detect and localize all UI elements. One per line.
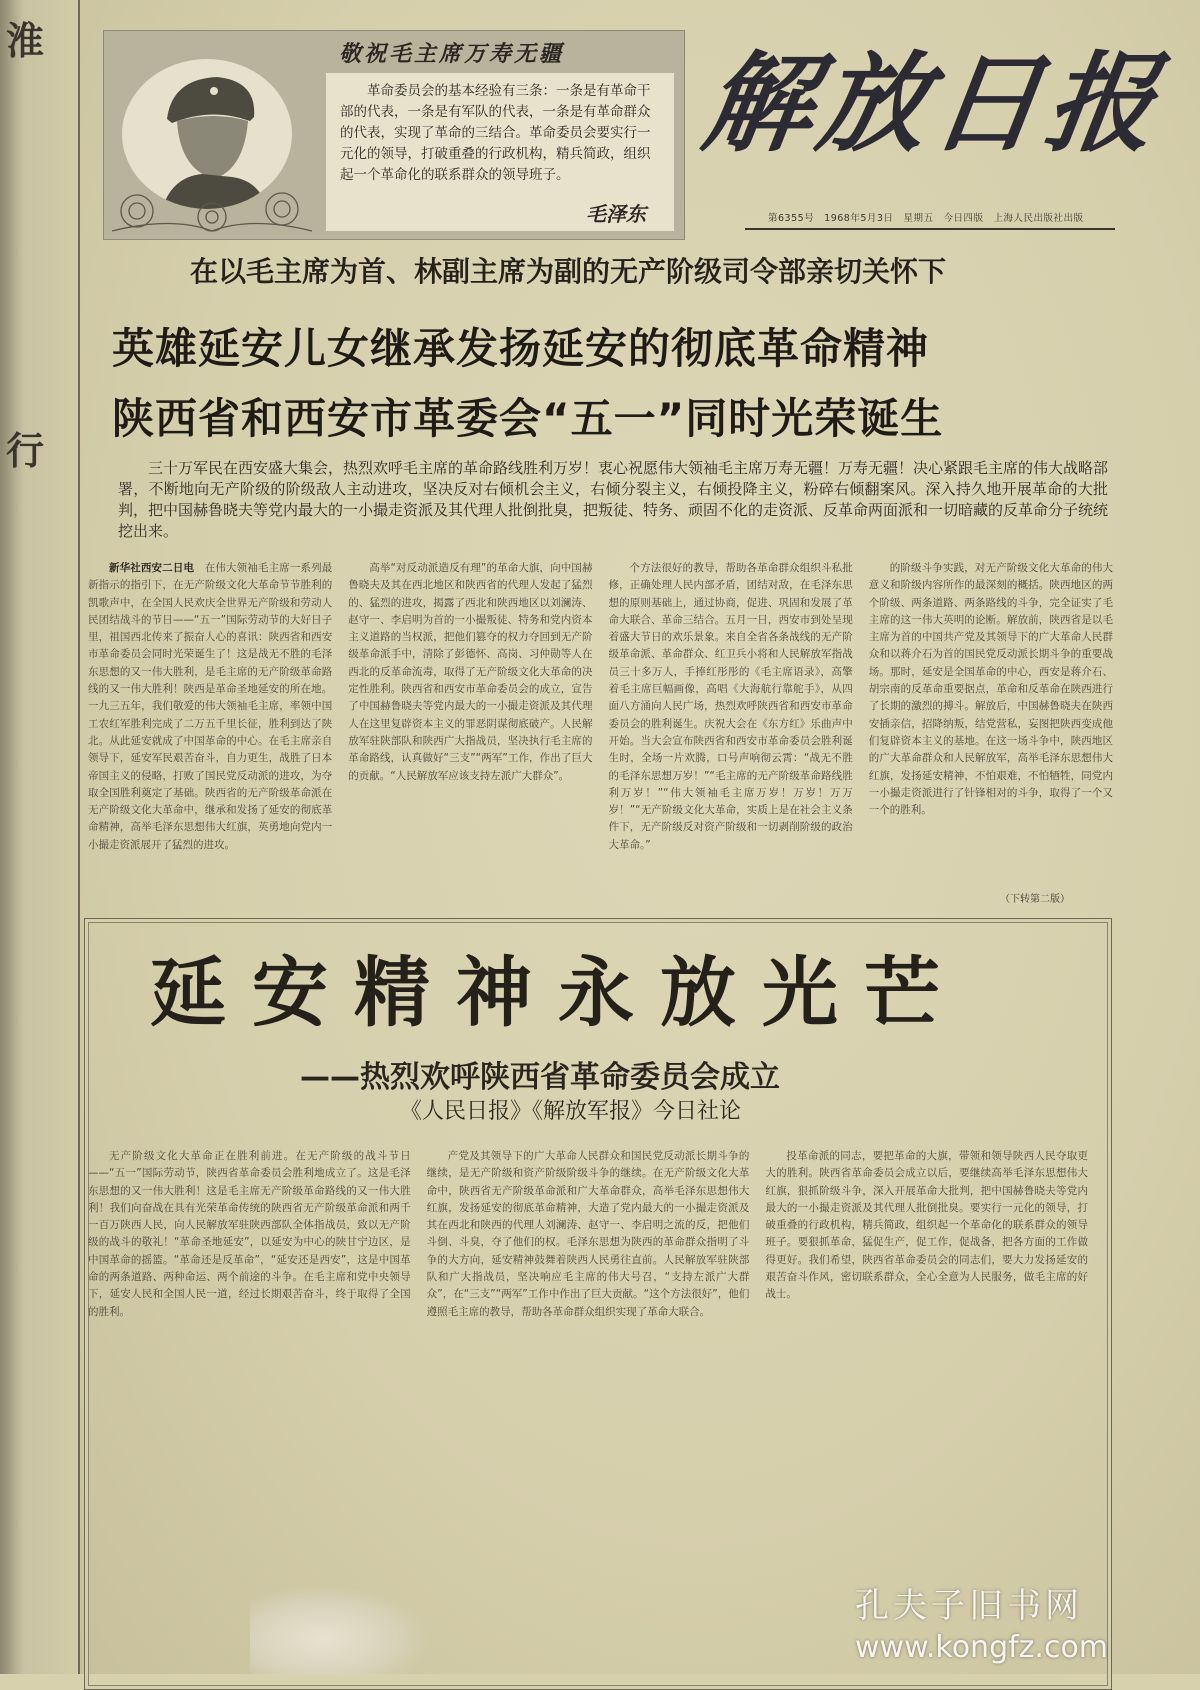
headline-kicker: 在以毛主席为首、林副主席为副的无产阶级司令部亲切关怀下 [190, 255, 947, 288]
lede-paragraph: 三十万军民在西安盛大集会，热烈欢呼毛主席的革命路线胜利万岁！衷心祝愿伟大领袖毛主席万寿无疆！万寿无疆！决心紧跟毛主席的伟大战略部署，不断地向无产阶级的阶级敌人主动进攻，坚决反对右倾机会主义，右倾分裂主义，右倾投降主义，粉碎右倾翻案风。深入持久地开展革命的大批判，把中国赫鲁晓夫等党内最大的一小撮走资派及其代理人批倒批臭，把叛徒、特务、顽固不化的走资派、反革命两面派和一切暗藏的反革命分子统统挖出来。 [118, 459, 1109, 540]
main-headline: 英雄延安儿女继承发扬延安的彻底革命精神 [112, 324, 930, 373]
paper-tear [250, 1585, 430, 1675]
edge-character: 淮 [6, 18, 45, 63]
adjacent-page-edge [0, 0, 80, 1674]
watermark-name: 孔夫子旧书网 [855, 1586, 1083, 1626]
quote-text: 革命委员会的基本经验有三条：一条是有革命干部的代表，一条是有军队的代表，一条是有革命群众的代表，实现了革命的三结合。革命委员会要实行一元化的领导，打破重叠的行政机构，精兵简政，组织起一个革命化的联系群众的领导班子。 [340, 83, 651, 183]
top-story-columns [88, 560, 1113, 888]
masthead-rule [745, 228, 1115, 230]
issue-dateline: 第6355号 1968年5月3日 星期五 今日四版 上海人民出版社出版 [768, 213, 1084, 224]
column-text: 投革命派的同志，要把革命的大旗，带领和领导陕西人民夺取更大的胜利。陕西省革命委员会成立以后，要继续高举毛泽东思想伟大红旗，狠抓阶级斗争，深入开展革命大批判，把中国赫鲁晓夫等党内最大的一小撮走资派及其代理人批倒批臭。要实行一元化的领导，打破重叠的行政机构，精兵简政，组织起一个革命化的联系群众的领导班子。要狠抓革命，猛促生产，促工作，促战备，把各方面的工作做得更好。我们希望，陕西省革命委员会的同志们，要大力发扬延安的艰苦奋斗作风，密切联系群众，全心全意为人民服务，做毛主席的好战士。 [765, 1150, 1089, 1301]
article-column [869, 560, 1113, 888]
column-text: 个方法很好的教导，帮助各革命群众组织斗私批修，正确处理人民内部矛盾，团结对敌，在毛泽东思想的原则基础上，通过协商，促进、巩固和发展了革命大联合、革命三结合。五月一日，西安市到处呈现着盛大节日的欢乐景象。来自全省各条战线的无产阶级革命派、革命群众、红卫兵小将和人民解放军指战员三十多万人，手捧红彤彤的《毛主席语录》，高擎着毛主席巨幅画像，高唱《大海航行靠舵手》，从四面八方涌向人民广场，热烈欢呼陕西省和西安市革命委员会的胜利诞生。庆祝大会在《东方红》乐曲声中开始。当大会宣布陕西省和西安市革命委员会胜利诞生时，全场一片欢腾，口号声响彻云霄：“战无不胜的毛泽东思想万岁！”“毛主席的无产阶级革命路线胜利万岁！”“伟大领袖毛主席万岁！万岁！万万岁！”“无产阶级文化大革命，实质上是在社会主义条件下，无产阶级反对资产阶级和一切剥削阶级的政治大革命。” [608, 562, 853, 851]
column-text: 无产阶级文化大革命正在胜利前进。在无产阶级的战斗节日——“五一”国际劳动节，陕西省革命委员会胜利地成立了。这是毛泽东思想的又一伟大胜利！这是毛主席无产阶级革命路线的又一伟大胜利！我们向奋战在具有光荣革命传统的陕西省无产阶级革命派和两千一百万陕西人民，向人民解放军驻陕西部队全体指战员，致以无产阶级的战斗的敬礼！“革命圣地延安”，以延安为中心的陕甘宁边区，是中国革命的摇篮。“革命还是反革命”，“延安还是西安”，这是中国革命的两条道路、两种命运、两个前途的斗争。在毛主席和党中央领导下，延安人民和全国人民一道，经过长期艰苦奋斗，终于取得了全国的胜利。 [88, 1150, 411, 1318]
column-text: 的阶级斗争实践，对无产阶级文化大革命的伟大意义和阶级内容所作的最深刻的概括。陕西地区的两个阶级、两条道路、两条路线的斗争，完全证实了毛主席的这一伟大英明的论断。解放前，陕西省是以毛主席为首的中国共产党及其领导下的广大革命人民群众和以蒋介石为首的国民党反动派长期斗争的重要战场。那时，延安是全国革命的中心，西安是蒋介石、胡宗南的反革命重要据点，革命和反革命在陕西进行了长期的激烈的搏斗。解放后，中国赫鲁晓夫在陕西安插亲信，招降纳叛，结党营私，妄图把陕西变成他们复辟资本主义的基地。在这一场斗争中，陕西地区的广大革命群众和人民解放军，高举毛泽东思想伟大红旗，发扬延安精神，不怕艰难，不怕牺牲，同党内一小撮走资派进行了针锋相对的斗争，取得了一个又一个的胜利。 [868, 562, 1113, 817]
flower-decoration-icon [112, 191, 312, 235]
main-headline-2: 陕西省和西安市革委会“五一”同时光荣诞生 [112, 394, 944, 443]
article-column [88, 560, 332, 888]
editorial-source: 《人民日报》《解放军报》今日社论 [400, 1099, 742, 1124]
column-text: 高举“对反动派造反有理”的革命大旗，向中国赫鲁晓夫及其在西北地区和陕西省的代理人发起了猛烈的、猛烈的进攻，揭露了西北和陕西地区以刘澜涛、赵守一、李启明为首的一小撮叛徒、特务和党内资本主义道路的当权派，把他们篡夺的权力夺回到无产阶级革命派手中，清除了彭德怀、高岗、习仲勋等人在西北的反革命流毒，取得了无产阶级文化大革命的决定性胜利。陕西省和西安市革命委员会的成立，宣告了中国赫鲁晓夫等党内最大的一小撮走资派及其代理人在这里复辟资本主义的罪恶阴谋彻底破产。人民解放军驻陕部队和陕西广大指战员，坚决执行毛主席的革命路线，认真做好“三支”“两军”工作，作出了巨大的贡献。“人民解放军应该支持左派广大群众”。 [348, 562, 593, 782]
article-column [427, 1148, 750, 1573]
article-column [609, 560, 853, 888]
mao-quote-box [103, 30, 685, 240]
article-column [88, 1148, 411, 1573]
newspaper-masthead: 解放日报 [696, 41, 1170, 167]
signature: 毛泽东 [586, 202, 646, 226]
editorial-subtitle: ——热烈欢呼陕西省革命委员会成立 [300, 1060, 780, 1095]
article-column [348, 560, 592, 888]
news-dateline: 新华社西安二日电 [109, 562, 195, 574]
column-text: 在伟大领袖毛主席一系列最新指示的指引下，在无产阶级文化大革命节节胜利的凯歌声中，在全国人民欢庆全世界无产阶级和劳动人民团结战斗的节日——“五一”国际劳动节的大好日子里，祖国西北传来了振奋人心的喜讯：陕西省和西安市革命委员会同时光荣诞生了！这是战无不胜的毛泽东思想的又一伟大胜利，是毛主席的无产阶级革命路线的又一伟大胜利！陕西是革命圣地延安的所在地。一九三五年，我们敬爱的伟大领袖毛主席，率领中国工农红军胜利完成了二万五千里长征，胜利到达了陕北。从此延安就成了中国革命的中心。在毛主席亲自领导下，延安军民艰苦奋斗，自力更生，战胜了日本帝国主义的侵略，打败了国民党反动派的进攻，为夺取全国胜利奠定了基础。陕西省的无产阶级革命派在无产阶级文化大革命中，继承和发扬了延安的彻底革命精神，高举毛泽东思想伟大红旗，英勇地向党内一小撮走资派展开了猛烈的进攻。 [88, 562, 333, 851]
watermark [855, 1586, 1108, 1666]
edge-character: 行 [6, 428, 45, 473]
editorial-title: 延安精神永放光芒 [150, 948, 966, 1037]
portrait-image [122, 59, 292, 209]
quote-panel [326, 73, 674, 231]
editorial-columns [88, 1148, 1088, 1573]
article-column [765, 1148, 1088, 1573]
column-text: 产党及其领导下的广大革命人民群众和国民党反动派长期斗争的继续，是无产阶级和资产阶级阶级斗争的继续。在无产阶级文化大革命中，陕西省无产阶级革命派和广大革命群众，高举毛泽东思想伟大红旗，发扬延安的彻底革命精神，大造了党内最大的一小撮走资派及其在西北和陕西的代理人刘澜涛、赵守一、李启明之流的反，把他们斗倒、斗臭，夺了他们的权。毛泽东思想为陕西的革命群众指明了斗争的大方向，延安精神鼓舞着陕西人民勇往直前。人民解放军驻陕部队和广大指战员，坚决响应毛主席的伟大号召，“支持左派广大群众”，在“三支”“两军”工作中作出了巨大贡献。“这个方法很好”，他们遵照毛主席的教导，帮助各革命群众组织实现了革命大联合。 [426, 1150, 750, 1318]
motto-title: 敬祝毛主席万寿无疆 [339, 41, 565, 67]
continued-note: （下转第二版） [1000, 894, 1070, 905]
watermark-url: www.kongfz.com [855, 1630, 1109, 1665]
